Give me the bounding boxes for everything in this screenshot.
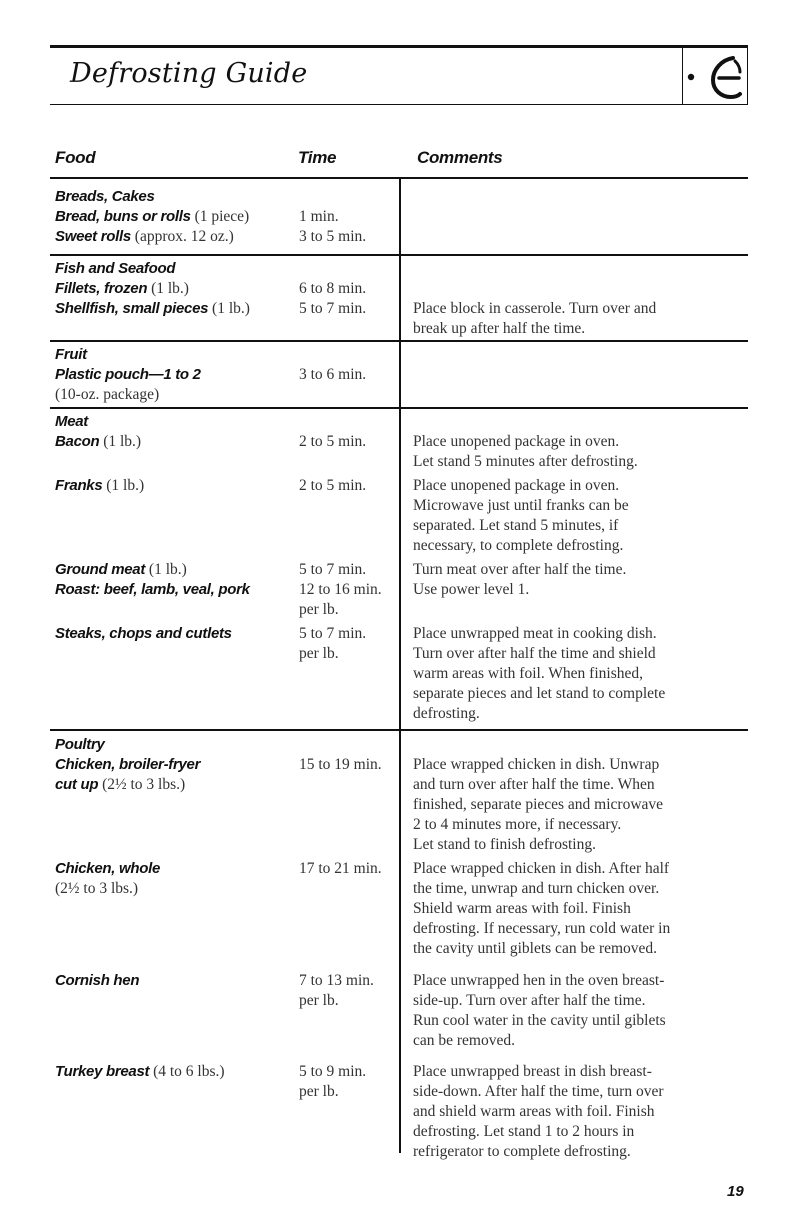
food-time: 5 to 7 min. [299,625,367,642]
food-name-continued: cut up [55,776,99,793]
food-time-unit: per lb. [299,601,339,618]
comment-line: Microwave just until franks can be [413,497,629,514]
section-heading-fruit: Fruit [55,346,87,363]
food-time: 6 to 8 min. [299,280,367,297]
title-underline [50,104,682,105]
section-rule [50,254,748,256]
comment-line: and shield warm areas with foil. Finish [413,1103,655,1120]
microwave-logo-icon [682,47,748,105]
food-quantity: (2½ to 3 lbs.) [102,776,186,793]
column-header-food: Food [55,148,96,167]
comment-line: necessary, to complete defrosting. [413,537,624,554]
table-row [55,227,234,247]
food-time: 2 to 5 min. [299,477,367,494]
page-number: 19 [727,1183,744,1200]
comment-line: separated. Let stand 5 minutes, if [413,517,619,534]
comment-line: defrosting. Let stand 1 to 2 hours in [413,1123,635,1140]
comment-line: can be removed. [413,1032,515,1049]
column-header-time: Time [298,148,337,167]
food-time: 15 to 19 min. [299,756,382,773]
comment-line: Place wrapped chicken in dish. Unwrap [413,756,660,773]
food-quantity: (10-oz. package) [55,386,160,403]
section-rule [50,729,748,731]
food-name: Bacon [55,433,100,450]
food-name: Chicken, broiler-fryer [55,756,201,773]
comment-line: Run cool water in the cavity until giblets [413,1012,666,1029]
food-time: 12 to 16 min. [299,581,382,598]
column-divider [399,409,401,729]
section-rule [50,340,748,342]
comment-line: Turn over after half the time and shield [413,645,656,662]
food-name: Fillets, frozen [55,280,148,297]
food-time: 5 to 7 min. [299,561,367,578]
column-divider [399,179,401,254]
column-divider [399,256,401,340]
food-time: 5 to 9 min. [299,1063,367,1080]
food-time: 7 to 13 min. [299,972,374,989]
food-time: 5 to 7 min. [299,300,367,317]
food-quantity: (2½ to 3 lbs.) [55,880,139,897]
food-name: Bread, buns or rolls [55,208,191,225]
food-name: Chicken, whole [55,860,160,877]
section-heading-fish-seafood: Fish and Seafood [55,260,176,277]
comment-line: 2 to 4 minutes more, if necessary. [413,816,622,833]
food-time: 2 to 5 min. [299,433,367,450]
comment-line: Place unopened package in oven. [413,477,620,494]
comment-line: Place unopened package in oven. [413,433,620,450]
table-row [55,279,189,299]
top-rule [50,45,748,48]
comment-line: finished, separate pieces and microwave [413,796,664,813]
table-row [55,476,144,496]
comment-line: Shield warm areas with foil. Finish [413,900,631,917]
table-row [55,432,141,452]
comment-line: side-down. After half the time, turn over [413,1083,664,1100]
comment-line: and turn over after half the time. When [413,776,655,793]
comment-line: warm areas with foil. When finished, [413,665,643,682]
food-name: Franks [55,477,103,494]
comment-line: Place unwrapped hen in the oven breast- [413,972,665,989]
food-quantity: (1 lb.) [103,433,142,450]
section-heading-breads-cakes: Breads, Cakes [55,188,155,205]
comment-line: Place block in casserole. Turn over and [413,300,657,317]
table-row [55,560,187,580]
table-row [55,775,185,795]
food-name: Steaks, chops and cutlets [55,625,232,642]
table-row [55,299,250,319]
column-header-comments: Comments [417,148,503,167]
table-row [55,207,249,227]
food-time: 3 to 6 min. [299,366,367,383]
comment-line: separate pieces and let stand to complete [413,685,666,702]
food-name: Ground meat [55,561,146,578]
food-quantity: (1 piece) [194,208,250,225]
food-name: Sweet rolls [55,228,131,245]
section-heading-poultry: Poultry [55,736,105,753]
comment-line: Use power level 1. [413,581,530,598]
food-name: Roast: beef, lamb, veal, pork [55,581,250,598]
food-time-unit: per lb. [299,992,339,1009]
table-row [55,1062,225,1082]
food-name: Cornish hen [55,972,140,989]
comment-line: defrosting. If necessary, run cold water in [413,920,671,937]
comment-line: the time, unwrap and turn chicken over. [413,880,660,897]
comment-line: Place unwrapped meat in cooking dish. [413,625,657,642]
food-quantity: (4 to 6 lbs.) [153,1063,225,1080]
food-name: Plastic pouch—1 to 2 [55,366,201,383]
food-quantity: (1 lb.) [106,477,145,494]
food-time-unit: per lb. [299,1083,339,1100]
comment-line: break up after half the time. [413,320,586,337]
comment-line: Place wrapped chicken in dish. After half [413,860,670,877]
comment-line: Let stand to finish defrosting. [413,836,596,853]
column-divider [399,731,401,1153]
food-time: 17 to 21 min. [299,860,382,877]
comment-line: refrigerator to complete defrosting. [413,1143,631,1160]
food-quantity: (1 lb.) [212,300,250,317]
comment-line: Place unwrapped breast in dish breast- [413,1063,652,1080]
section-rule [50,407,748,409]
comment-line: defrosting. [413,705,480,722]
comment-line: Turn meat over after half the time. [413,561,627,578]
food-quantity: (1 lb.) [151,280,189,297]
food-time: 3 to 5 min. [299,228,367,245]
food-quantity: (approx. 12 oz.) [134,228,234,245]
comment-line: the cavity until giblets can be removed. [413,940,658,957]
page-title: Defrosting Guide [70,58,308,89]
food-name: Turkey breast [55,1063,150,1080]
food-name: Shellfish, small pieces [55,300,209,317]
comment-line: Let stand 5 minutes after defrosting. [413,453,638,470]
column-divider [399,342,401,407]
food-quantity: (1 lb.) [148,561,187,578]
food-time: 1 min. [299,208,339,225]
section-heading-meat: Meat [55,413,88,430]
comment-line: side-up. Turn over after half the time. [413,992,646,1009]
food-time-unit: per lb. [299,645,339,662]
